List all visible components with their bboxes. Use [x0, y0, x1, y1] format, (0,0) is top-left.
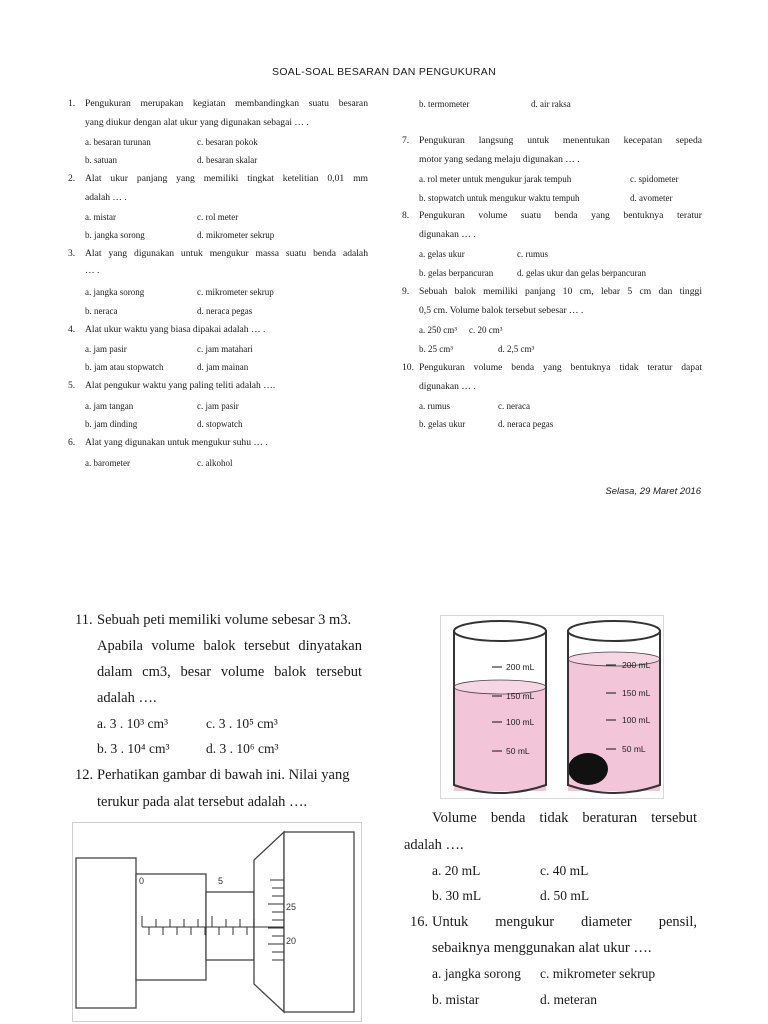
q2-number: 2.	[68, 173, 76, 184]
q11-option-b: b. 3 . 10⁴ cm³	[97, 741, 170, 756]
q2-option-c: c. rol meter	[197, 212, 239, 222]
q8-option-c: c. rumus	[517, 249, 548, 259]
q2-line1: Alat ukur panjang yang memiliki tingkat ketelitian 0,01 mm	[85, 173, 368, 184]
q15-option-d: d. 50 mL	[540, 888, 590, 903]
q16-number: 16.	[410, 914, 429, 930]
q11-line3: dalam cm3, besar volume balok tersebut	[97, 664, 362, 680]
q1-line1: Pengukuran merupakan kegiatan membandingkan suatu besaran	[85, 98, 368, 109]
q1-option-a: a. besaran turunan	[85, 137, 151, 147]
q16-option-c: c. mikrometer sekrup	[540, 966, 656, 981]
q8-option-b: b. gelas berpancuran	[419, 268, 494, 278]
q4-line1: Alat ukur waktu yang biasa dipakai adalah … .	[85, 324, 266, 335]
q10-option-c: c. neraca	[498, 401, 530, 411]
left-cyl-label-150: 150 mL	[506, 691, 535, 701]
q15-option-a: a. 20 mL	[432, 863, 481, 878]
q15-line1: Volume benda tidak beraturan tersebut	[432, 810, 697, 826]
q3-number: 3.	[68, 248, 76, 259]
sleeve-label-0: 0	[139, 876, 145, 886]
q4-number: 4.	[68, 324, 76, 335]
q9-option-b: b. 25 cm³	[419, 344, 453, 354]
q3-option-d: d. neraca pegas	[197, 306, 253, 316]
q6-option-a: a. barometer	[85, 458, 130, 468]
q3-option-c: c. mikrometer sekrup	[197, 287, 274, 297]
q11-line2: Apabila volume balok tersebut dinyatakan	[97, 638, 362, 654]
q7-line2: motor yang sedang melaju digunakan … .	[419, 154, 580, 165]
q9-line1: Sebuah balok memiliki panjang 10 cm, lebar 5 cm dan tinggi	[419, 286, 702, 297]
q5-line1: Alat pengukur waktu yang paling teliti adalah ….	[85, 380, 276, 391]
q12-line2: terukur pada alat tersebut adalah ….	[97, 794, 308, 810]
q1-option-b: b. satuan	[85, 155, 117, 165]
right-cyl-label-100: 100 mL	[622, 715, 651, 725]
q6-line1: Alat yang digunakan untuk mengukur suhu … .	[85, 437, 268, 448]
micrometer-figure	[72, 822, 362, 1022]
q6-option-c: c. alkohol	[197, 458, 233, 468]
q1-line2: yang diukur dengan alat ukur yang digunakan sebagai … .	[85, 117, 309, 128]
q5-option-d: d. stopwatch	[197, 419, 243, 429]
q7-number: 7.	[402, 135, 410, 146]
q9-option-a: a. 250 cm³	[419, 325, 457, 335]
thimble-label-25: 25	[286, 902, 297, 912]
right-cyl-label-50: 50 mL	[622, 744, 646, 754]
q11-option-c: c. 3 . 10⁵ cm³	[206, 716, 278, 731]
date-stamp: Selasa, 29 Maret 2016	[605, 486, 701, 497]
q8-option-d: d. gelas ukur dan gelas berpancuran	[517, 268, 646, 278]
q8-line1: Pengukuran volume suatu benda yang bentuknya teratur	[419, 210, 702, 221]
q16-option-b: b. mistar	[432, 992, 480, 1007]
q11-option-d: d. 3 . 10⁶ cm³	[206, 741, 279, 756]
q3-line2: … .	[85, 265, 100, 276]
q3-option-a: a. jangka sorong	[85, 287, 145, 297]
q15-option-c: c. 40 mL	[540, 863, 589, 878]
q1-option-d: d. besaran skalar	[197, 155, 258, 165]
q5-option-b: b. jam dinding	[85, 419, 138, 429]
q15-option-b: b. 30 mL	[432, 888, 482, 903]
q16-option-d: d. meteran	[540, 992, 597, 1007]
q6-option-d: d. air raksa	[531, 99, 571, 109]
q8-number: 8.	[402, 210, 410, 221]
q10-option-b: b. gelas ukur	[419, 419, 466, 429]
right-cyl-label-200: 200 mL	[622, 660, 651, 670]
q4-option-c: c. jam matahari	[197, 344, 253, 354]
q1-option-c: c. besaran pokok	[197, 137, 258, 147]
q2-option-b: b. jangka sorong	[85, 230, 145, 240]
q7-option-a: a. rol meter untuk mengukur jarak tempuh	[419, 174, 572, 184]
q10-option-d: d. neraca pegas	[498, 419, 554, 429]
q7-option-b: b. stopwatch untuk mengukur waktu tempuh	[419, 193, 580, 203]
q2-option-d: d. mikrometer sekrup	[197, 230, 275, 240]
q4-option-a: a. jam pasir	[85, 344, 127, 354]
q1-number: 1.	[68, 98, 76, 109]
left-cyl-label-50: 50 mL	[506, 746, 530, 756]
q6-option-b: b. termometer	[419, 99, 470, 109]
q5-number: 5.	[68, 380, 76, 391]
q5-option-c: c. jam pasir	[197, 401, 239, 411]
q4-option-d: d. jam mainan	[197, 362, 249, 372]
q11-line4: adalah ….	[97, 690, 157, 706]
q15-line2: adalah ….	[404, 837, 464, 853]
q16-line2: sebaiknya menggunakan alat ukur ….	[432, 940, 652, 956]
q10-line1: Pengukuran volume benda yang bentuknya tidak teratur dapat	[419, 362, 702, 373]
q9-option-d: d. 2,5 cm³	[498, 344, 535, 354]
q2-option-a: a. mistar	[85, 212, 116, 222]
q16-option-a: a. jangka sorong	[432, 966, 521, 981]
q4-option-b: b. jam atau stopwatch	[85, 362, 164, 372]
q12-number: 12.	[75, 767, 94, 783]
left-cyl-label-200: 200 mL	[506, 662, 535, 672]
sleeve-label-5: 5	[218, 876, 224, 886]
q16-line1: Untuk mengukur diameter pensil,	[432, 914, 697, 930]
q9-line2: 0,5 cm. Volume balok tersebut sebesar … .	[419, 305, 584, 316]
q12-line1: Perhatikan gambar di bawah ini. Nilai yang	[97, 767, 350, 783]
thimble-label-20: 20	[286, 936, 297, 946]
q3-line1: Alat yang digunakan untuk mengukur massa suatu benda adalah	[85, 248, 368, 259]
q11-option-a: a. 3 . 10³ cm³	[97, 716, 169, 731]
q11-line1: Sebuah peti memiliki volume sebesar 3 m3.	[97, 612, 352, 628]
q2-line2: adalah … .	[85, 192, 127, 203]
q8-line2: digunakan … .	[419, 229, 476, 240]
q10-number: 10.	[402, 362, 414, 373]
q9-number: 9.	[402, 286, 410, 297]
measuring-cylinders-figure	[440, 615, 664, 799]
q8-option-a: a. gelas ukur	[419, 249, 465, 259]
q6-number: 6.	[68, 437, 76, 448]
right-cyl-label-150: 150 mL	[622, 688, 651, 698]
page-title: SOAL-SOAL BESARAN DAN PENGUKURAN	[272, 66, 496, 78]
q11-number: 11.	[75, 612, 93, 628]
q5-option-a: a. jam tangan	[85, 401, 134, 411]
q7-line1: Pengukuran langsung untuk menentukan kecepatan sepeda	[419, 135, 702, 146]
q3-option-b: b. neraca	[85, 306, 118, 316]
q7-option-d: d. avometer	[630, 193, 673, 203]
q9-option-c: c. 20 cm³	[469, 325, 503, 335]
q10-option-a: a. rumus	[419, 401, 450, 411]
q7-option-c: c. spidometer	[630, 174, 679, 184]
left-cyl-label-100: 100 mL	[506, 717, 535, 727]
q10-line2: digunakan … .	[419, 381, 476, 392]
